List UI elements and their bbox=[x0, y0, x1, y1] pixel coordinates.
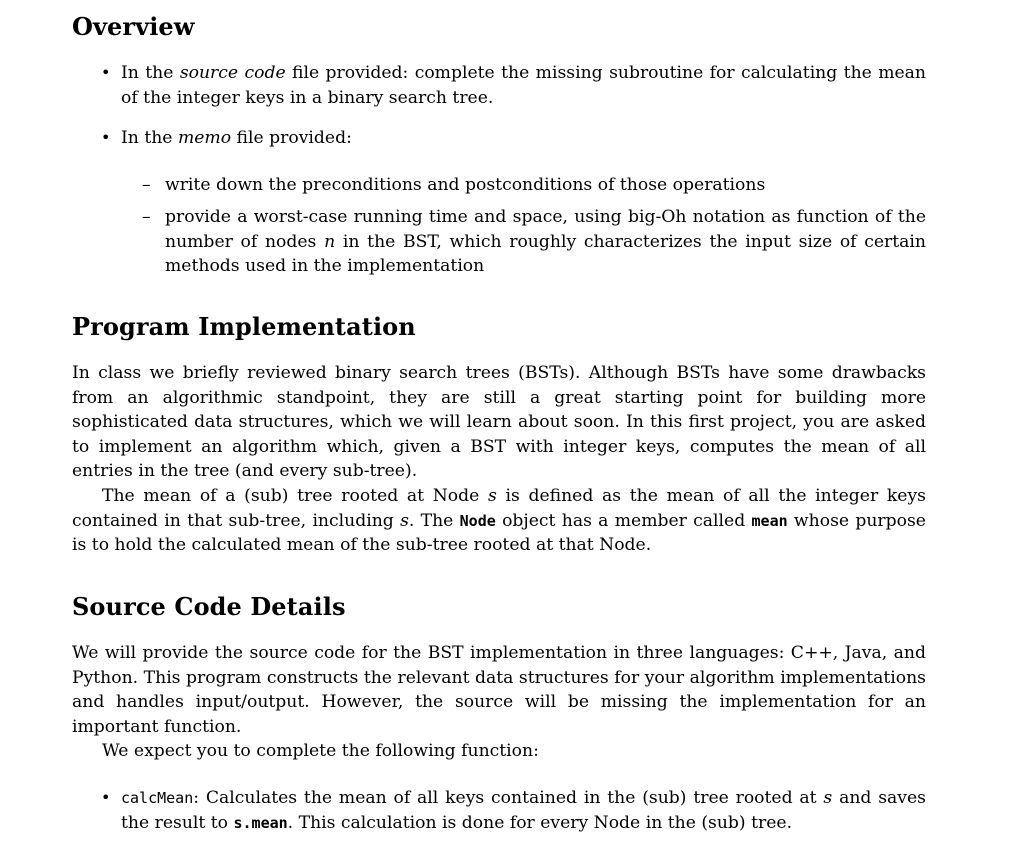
para2-t3: . The bbox=[408, 510, 460, 531]
dash-glyph: – bbox=[142, 207, 151, 227]
memo-dash-item-complexity bbox=[72, 205, 926, 279]
code-node: Node bbox=[459, 511, 496, 530]
source-para1-text: We will provide the source code for the BST implementation in three languages: C++, Java, and Python. This program constructs the relevant data structures for your algorithm implementations and handles input/output. However, the source will be missing the implementation for an important function. bbox=[72, 643, 926, 737]
source-paragraph-1 bbox=[72, 641, 926, 739]
function-bullet-list bbox=[72, 786, 926, 835]
dash2-prefix: provide a worst-case running time and space, using big-Oh notation as function of the number of nodes bbox=[165, 207, 926, 252]
program-para1-text: In class we briefly reviewed binary search trees (BSTs). Although BSTs have some drawbacks from an algorithmic standpoint, they are still a great starting point for building more sophisticated data structures, which we will learn about soon. In this first project, you are asked to implement an algorithm which, given a BST with integer keys, computes the mean of all entries in the tree (and every sub-tree). bbox=[72, 363, 926, 482]
heading-source-code-details: Source Code Details bbox=[72, 592, 346, 621]
overview-bullet-list bbox=[72, 61, 926, 110]
code-s-mean: s.mean bbox=[233, 813, 288, 832]
dash-glyph: – bbox=[142, 175, 151, 195]
memo-dash-list-2 bbox=[72, 205, 926, 279]
program-paragraph-1 bbox=[72, 361, 926, 484]
overview-bullet-source-code bbox=[72, 61, 926, 110]
function-item-calcmean bbox=[72, 786, 926, 835]
para2-t2: is defined as the mean of all the integer keys contained in that sub-tree, including bbox=[72, 486, 926, 531]
para2-v1: s bbox=[487, 486, 497, 506]
dash1-text: write down the preconditions and postconditions of those operations bbox=[165, 175, 766, 195]
memo-dash-list bbox=[72, 173, 926, 198]
bullet1-suffix: file provided: complete the missing subroutine for calculating the mean of the integer keys in a binary search tree. bbox=[121, 63, 926, 108]
bullet2-emph: memo bbox=[177, 128, 232, 148]
bullet2-prefix: In the bbox=[121, 128, 178, 148]
item-t3: . This calculation is done for every Node in the (sub) tree. bbox=[287, 812, 793, 833]
item-v1: s bbox=[823, 788, 833, 808]
bullet-glyph: • bbox=[101, 788, 111, 807]
bullet1-emph: source code bbox=[179, 63, 286, 83]
bullet1-prefix: In the bbox=[121, 63, 180, 83]
overview-bullet-list-2 bbox=[72, 126, 926, 151]
code-calcmean: calcMean bbox=[121, 789, 194, 807]
para2-t5: whose purpose is to hold the calculated mean of the sub-tree rooted at that Node. bbox=[72, 510, 926, 556]
overview-bullet-memo bbox=[72, 126, 926, 151]
para2-v2: s bbox=[400, 510, 409, 531]
heading-program-implementation: Program Implementation bbox=[72, 312, 416, 341]
memo-dash-item-conditions bbox=[72, 173, 926, 198]
program-paragraph-2 bbox=[72, 484, 926, 558]
para2-t4: object has a member called bbox=[495, 510, 752, 531]
dash2-suffix: in the BST, which roughly characterizes the input size of certain methods used in the implementation bbox=[165, 231, 926, 277]
para2-t1: The mean of a (sub) tree rooted at Node bbox=[102, 486, 488, 506]
code-mean: mean bbox=[751, 511, 788, 530]
source-para2-text: We expect you to complete the following function: bbox=[102, 741, 539, 761]
source-paragraph-2 bbox=[72, 739, 926, 764]
item-t2: and saves the result to bbox=[121, 788, 926, 833]
bullet2-suffix: file provided: bbox=[231, 128, 352, 148]
program-para2 bbox=[72, 484, 926, 558]
bullet-glyph: • bbox=[101, 63, 111, 82]
heading-overview: Overview bbox=[72, 12, 195, 41]
dash2-var: n bbox=[324, 231, 336, 252]
bullet-glyph: • bbox=[101, 128, 111, 147]
item-t1: : Calculates the mean of all keys contained in the (sub) tree rooted at bbox=[193, 788, 824, 808]
